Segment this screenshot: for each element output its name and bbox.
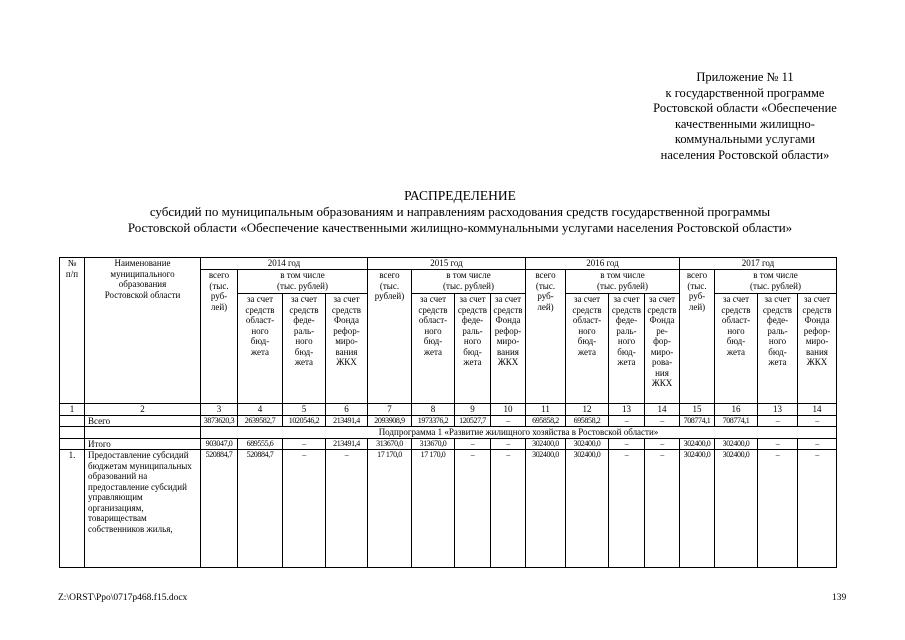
table-cell: 213491,4 [326, 438, 368, 450]
table-cell: – [491, 415, 526, 427]
table-cell: – [645, 438, 680, 450]
index-cell: 16 [715, 404, 758, 416]
table-cell: 3873620,3 [201, 415, 238, 427]
table-cell: – [455, 438, 491, 450]
index-cell: 12 [566, 404, 609, 416]
table-cell: 520884,7 [238, 450, 283, 568]
footer-file-path: Z:\ORST\Ppo\0717p468.f15.docx [58, 593, 188, 603]
index-cell: 9 [455, 404, 491, 416]
table-cell: 2639582,7 [238, 415, 283, 427]
index-cell: 10 [491, 404, 526, 416]
header-sub-federal: за счет средств феде- раль- ного бюд- жета [609, 294, 645, 404]
header-sub-regional: за счет средств област- ного бюд- жета [715, 294, 758, 404]
index-cell: 5 [283, 404, 326, 416]
table-cell: – [609, 438, 645, 450]
title-line-1: субсидий по муниципальным образованиям и направлениям расходования средств государственной программы [149, 204, 771, 219]
table-cell: – [326, 450, 368, 568]
table-cell: 302400,0 [566, 438, 609, 450]
header-year-2014: 2014 год [201, 258, 368, 270]
header-sub-regional: за счет средств област- ного бюд- жета [412, 294, 455, 404]
table-cell: 1020546,2 [283, 415, 326, 427]
table-row [60, 415, 837, 427]
table-cell: – [609, 415, 645, 427]
header-sub-federal: за счет средств феде- раль- ного бюд- жета [455, 294, 491, 404]
table-cell: 1973376,2 [412, 415, 455, 427]
document-title [30, 188, 890, 236]
table-cell: 302400,0 [566, 450, 609, 568]
table-cell: 695858,2 [526, 415, 566, 427]
table-cell: 302400,0 [526, 450, 566, 568]
index-cell: 13 [609, 404, 645, 416]
table-cell: – [491, 438, 526, 450]
header-total: всего (тыс. рублей) [368, 270, 412, 404]
appendix-line: Ростовской области «Обеспечение [653, 101, 837, 115]
table-cell: 302400,0 [526, 438, 566, 450]
index-cell: 2 [85, 404, 201, 416]
table-cell: 708774,1 [715, 415, 758, 427]
table-cell: – [455, 450, 491, 568]
table-cell: 302400,0 [680, 438, 715, 450]
appendix-line: Приложение № 11 [696, 70, 794, 84]
row-label: Итого [85, 438, 201, 450]
table-cell: – [645, 450, 680, 568]
table-cell: – [798, 438, 837, 450]
index-cell: 1 [60, 404, 85, 416]
table-cell: – [758, 415, 798, 427]
index-cell: 3 [201, 404, 238, 416]
row-label: Предоставление субсидий бюджетам муниципальных образований на предоставление субсидий управляющим организациям, товариществам собственников жилья, [85, 450, 201, 568]
index-cell: 8 [412, 404, 455, 416]
table-cell: – [798, 450, 837, 568]
index-cell: 4 [238, 404, 283, 416]
table-cell: 903047,0 [201, 438, 238, 450]
table-cell: 313670,0 [368, 438, 412, 450]
header-sub-fund: за счет средств Фонда рефор- миро- вания ЖКХ [491, 294, 526, 404]
page-number: 139 [832, 593, 847, 603]
index-cell: 11 [526, 404, 566, 416]
table-cell: – [758, 450, 798, 568]
table-row [60, 438, 837, 450]
header-sub-fund: за счет средств Фонда ре- фор- миро- рова- ния ЖКХ [645, 294, 680, 404]
row-number: 1. [60, 450, 85, 568]
index-cell: 6 [326, 404, 368, 416]
header-sub-regional: за счет средств област- ного бюд- жета [566, 294, 609, 404]
index-row [60, 404, 837, 416]
header-sub-fund: за счет средств Фонда рефор- миро- вания ЖКХ [798, 294, 837, 404]
appendix-line: к государственной программе [665, 85, 825, 100]
header-sub-federal: за счет средств феде- раль- ного бюд- жета [283, 294, 326, 404]
header-year-2017: 2017 год [680, 258, 837, 270]
appendix-line: населения Ростовской области» [660, 147, 830, 162]
header-sub-regional: за счет средств област- ного бюд- жета [238, 294, 283, 404]
header-incl: в том числе (тыс. рублей) [238, 270, 368, 294]
header-total: всего (тыс. руб- лей) [526, 270, 566, 404]
table-cell: – [283, 438, 326, 450]
header-sub-fund: за счет средств Фонда рефор- миро- вания ЖКХ [326, 294, 368, 404]
table-cell: 17 170,0 [368, 450, 412, 568]
header-sub-federal: за счет средств феде- раль- ного бюд- жета [758, 294, 798, 404]
header-year-2016: 2016 год [526, 258, 680, 270]
index-cell: 14 [798, 404, 837, 416]
appendix-line: коммунальными услугами [674, 132, 816, 146]
table-cell: – [491, 450, 526, 568]
header-total: всего (тыс. руб- лей) [680, 270, 715, 404]
table-cell: 520884,7 [201, 450, 238, 568]
table-cell: 695858,2 [566, 415, 609, 427]
table-cell: 302400,0 [715, 438, 758, 450]
table-cell: – [609, 450, 645, 568]
title-line-2: Ростовской области «Обеспечение качественными жилищно-коммунальными услугами населения Ростовской области» [127, 220, 793, 235]
table-cell: – [645, 415, 680, 427]
header-incl: в том числе (тыс. рублей) [566, 270, 680, 294]
row-label: Всего [85, 415, 201, 427]
header-year-2015: 2015 год [368, 258, 526, 270]
table-cell: 689555,6 [238, 438, 283, 450]
index-cell: 7 [368, 404, 412, 416]
appendix-line: качественными жилищно- [675, 116, 815, 131]
table-cell: – [798, 415, 837, 427]
table-cell: 302400,0 [680, 450, 715, 568]
table-cell: 213491,4 [326, 415, 368, 427]
title-main: РАСПРЕДЕЛЕНИЕ [404, 188, 516, 203]
header-col-name: Наименование муниципального образования Ростовской области [85, 258, 201, 404]
table-cell: – [283, 450, 326, 568]
table-cell: 313670,0 [412, 438, 455, 450]
table-cell: – [758, 438, 798, 450]
subprogram-title: Подпрограмма 1 «Развитие жилищного хозяйства в Ростовской области» [201, 427, 837, 439]
header-incl: в том числе (тыс. рублей) [715, 270, 837, 294]
header-col-no: № п/п [60, 258, 85, 404]
table-cell: 17 170,0 [412, 450, 455, 568]
table-cell: 120527,7 [455, 415, 491, 427]
table-cell: 302400,0 [715, 450, 758, 568]
distribution-table [59, 257, 837, 568]
appendix-note [600, 70, 890, 163]
subprogram-row [60, 427, 837, 439]
index-cell: 14 [645, 404, 680, 416]
index-cell: 13 [758, 404, 798, 416]
table-cell: 2093908,9 [368, 415, 412, 427]
table-row [60, 450, 837, 568]
header-total: всего (тыс. руб- лей) [201, 270, 238, 404]
header-incl: в том числе (тыс. рублей) [412, 270, 526, 294]
table-cell: 708774,1 [680, 415, 715, 427]
index-cell: 15 [680, 404, 715, 416]
